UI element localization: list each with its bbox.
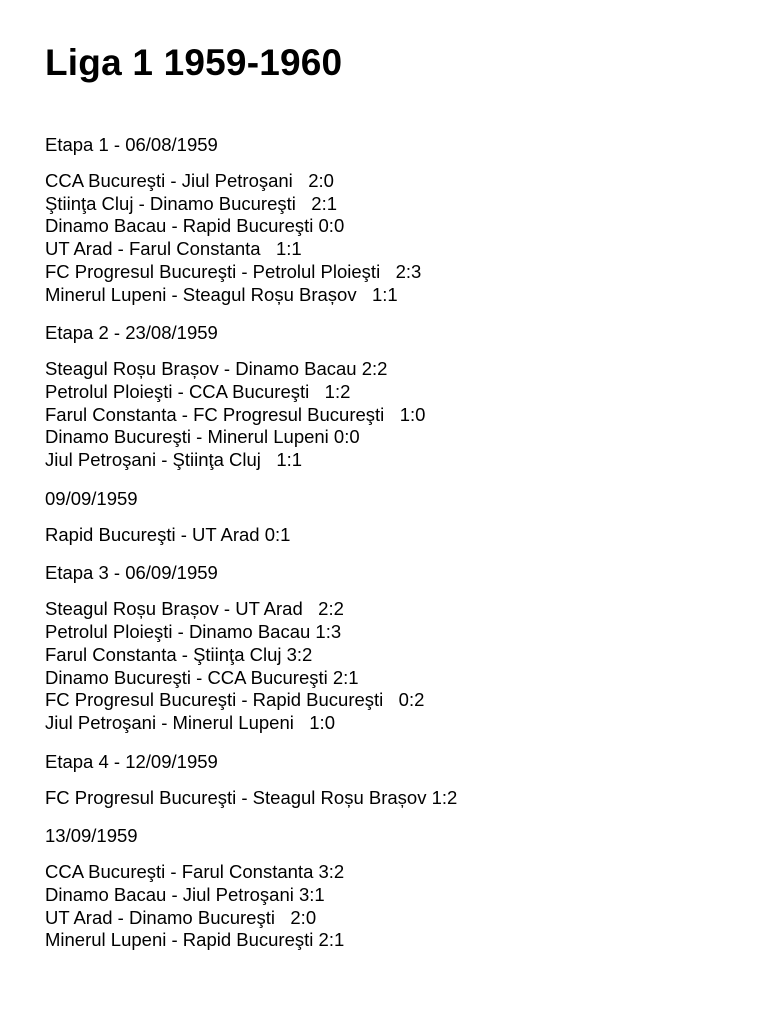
match-list bbox=[45, 170, 748, 306]
round-heading: Etapa 2 - 23/08/1959 bbox=[45, 322, 218, 344]
round-heading: Etapa 4 - 12/09/1959 bbox=[45, 750, 218, 772]
round-section bbox=[45, 321, 748, 472]
match-result: Steagul Roșu Brașov - Dinamo Bacau 2:2 bbox=[45, 358, 388, 380]
match-result: FC Progresul Bucureşti - Rapid Bucureşti 0:2 bbox=[45, 689, 425, 711]
match-result: Farul Constanta - FC Progresul Bucureşti 1:0 bbox=[45, 403, 426, 425]
round-heading: Etapa 3 - 06/09/1959 bbox=[45, 562, 218, 584]
match-result: Rapid Bucureşti - UT Arad 0:1 bbox=[45, 523, 291, 545]
match-result: Jiul Petroşani - Ştiinţa Cluj 1:1 bbox=[45, 449, 303, 471]
match-result: Dinamo Bucureşti - CCA Bucureşti 2:1 bbox=[45, 666, 359, 688]
round-heading: Etapa 1 - 06/08/1959 bbox=[45, 134, 218, 155]
document-page bbox=[45, 0, 748, 952]
round-section bbox=[45, 133, 748, 306]
match-result: Ştiinţa Cluj - Dinamo Bucureşti 2:1 bbox=[45, 192, 338, 214]
round-section bbox=[45, 561, 748, 734]
match-result: UT Arad - Dinamo Bucureşti 2:0 bbox=[45, 906, 317, 928]
round-section bbox=[45, 750, 748, 810]
match-result: FC Progresul Bucureşti - Petrolul Ploieşti 2:3 bbox=[45, 260, 422, 282]
match-result: Petrolul Ploieşti - Dinamo Bacau 1:3 bbox=[45, 621, 342, 643]
round-section bbox=[45, 824, 748, 952]
match-result: Petrolul Ploieşti - CCA Bucureşti 1:2 bbox=[45, 380, 351, 402]
match-result: UT Arad - Farul Constanta 1:1 bbox=[45, 238, 302, 260]
match-result: Dinamo Bacau - Rapid Bucureşti 0:0 bbox=[45, 215, 345, 237]
match-result: Farul Constanta - Ştiinţa Cluj 3:2 bbox=[45, 643, 313, 665]
match-list bbox=[45, 861, 748, 952]
round-heading: 09/09/1959 bbox=[45, 487, 138, 509]
match-result: Minerul Lupeni - Steagul Roșu Brașov 1:1 bbox=[45, 283, 398, 305]
match-result: Jiul Petroşani - Minerul Lupeni 1:0 bbox=[45, 711, 335, 733]
match-result: Minerul Lupeni - Rapid Bucureşti 2:1 bbox=[45, 929, 345, 951]
results-list bbox=[45, 133, 748, 952]
match-list bbox=[45, 358, 748, 472]
match-result: FC Progresul Bucureşti - Steagul Roșu Brașov 1:2 bbox=[45, 786, 458, 808]
match-list bbox=[45, 598, 748, 734]
match-list bbox=[45, 524, 748, 547]
page-title: Liga 1 1959-1960 bbox=[45, 42, 343, 83]
match-list bbox=[45, 787, 748, 810]
match-result: Dinamo Bucureşti - Minerul Lupeni 0:0 bbox=[45, 426, 360, 448]
round-section bbox=[45, 487, 748, 547]
match-result: Dinamo Bacau - Jiul Petroşani 3:1 bbox=[45, 884, 325, 906]
match-result: CCA Bucureşti - Jiul Petroşani 2:0 bbox=[45, 170, 334, 191]
match-result: Steagul Roșu Brașov - UT Arad 2:2 bbox=[45, 598, 344, 620]
match-result: CCA Bucureşti - Farul Constanta 3:2 bbox=[45, 861, 345, 883]
round-heading: 13/09/1959 bbox=[45, 825, 138, 847]
